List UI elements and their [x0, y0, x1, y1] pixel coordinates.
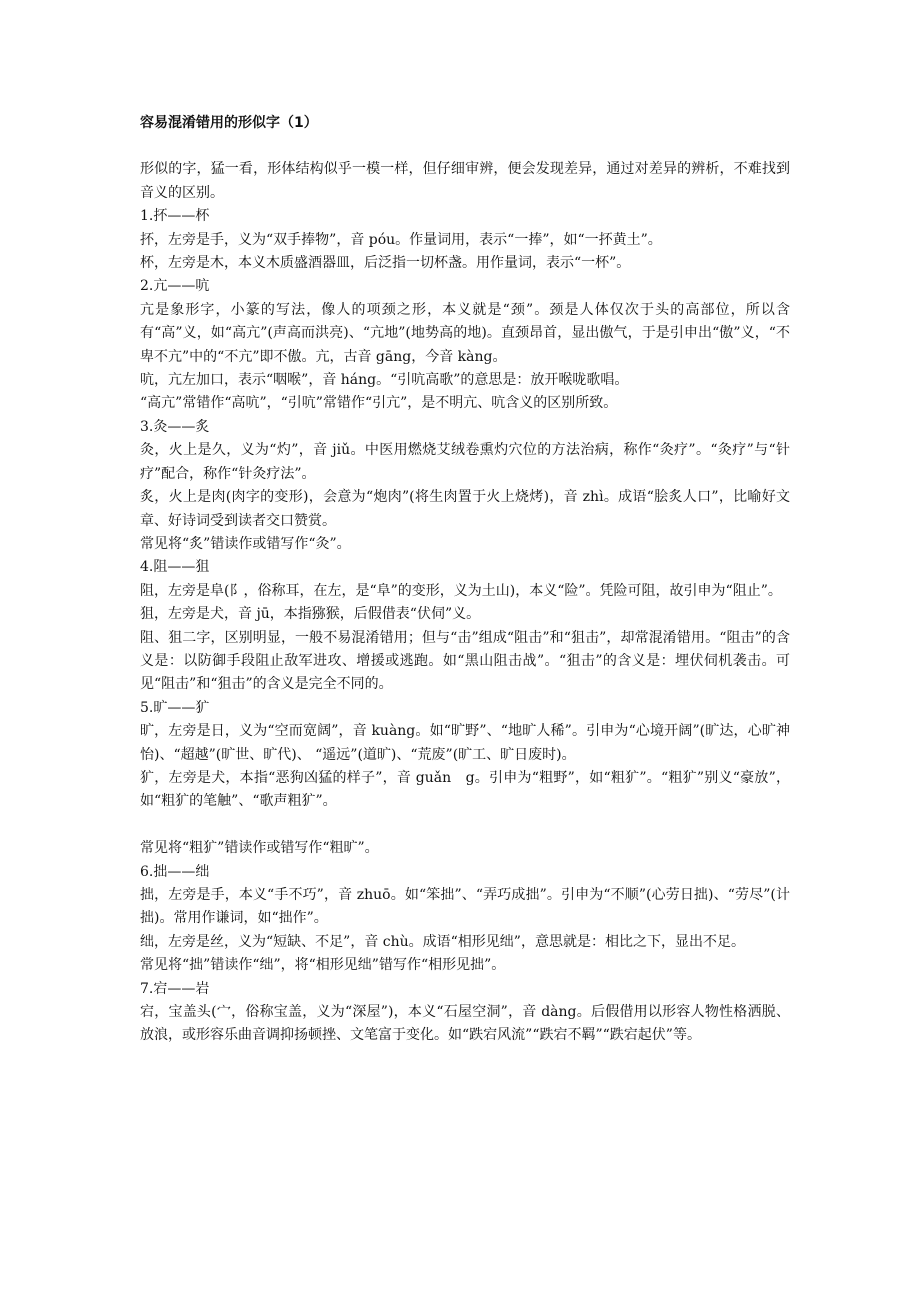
explanation-paragraph: 绌，左旁是丝，义为“短缺、不足”，音 chù。成语“相形见绌”，意思就是：相比之下，显出不足。 — [140, 933, 745, 950]
word-pair-heading: 3.灸——炙 — [140, 418, 210, 435]
explanation-paragraph: 拙，左旁是手，本义“手不巧”，音 zhuō。如“笨拙”、“弄巧成拙”。引申为“不顺”(心劳日拙)、“劳尽”(计拙)。常用作谦词，如“拙作”。 — [140, 886, 790, 927]
word-pair-section — [140, 416, 790, 556]
document-body — [140, 112, 790, 1048]
document-title: 容易混淆错用的形似字（1） — [140, 115, 318, 131]
explanation-paragraph: 阻、狙二字，区别明显，一般不易混淆错用；但与“击”组成“阻击”和“狙击”，却常混淆错用。“阻击”的含义是：以防御手段阻止敌军进攻、增援或逃跑。如“黑山阻击战”。“狙击”的含义是：埋伏伺机袭击。可见“阻击”和“狙击”的含义是完全不同的。 — [140, 629, 790, 693]
word-pair-heading: 1.抔——杯 — [140, 208, 210, 225]
word-pair-heading: 5.旷——犷 — [140, 699, 210, 716]
word-pair-section — [140, 978, 790, 1048]
explanation-paragraph: 杯，左旁是木，本义木质盛酒器皿，后泛指一切杯盏。用作量词，表示“一杯”。 — [140, 255, 631, 272]
explanation-paragraph: “高亢”常错作“高吭”，“引吭”常错作“引亢”，是不明亢、吭含义的区别所致。 — [140, 395, 618, 412]
intro-paragraph: 形似的字，猛一看，形体结构似乎一模一样，但仔细审辨，便会发现差异，通过对差异的辨析，不难找到音义的区别。 — [140, 161, 790, 201]
word-pair-heading: 2.亢——吭 — [140, 278, 210, 295]
explanation-paragraph: 常见将“粗犷”错读作或错写作“粗旷”。 — [140, 840, 379, 857]
word-pair-section — [140, 861, 790, 978]
explanation-paragraph: 常见将“拙”错读作“绌”，将“相形见绌”错写作“相形见拙”。 — [140, 957, 506, 974]
word-pair-heading: 6.拙——绌 — [140, 863, 210, 880]
word-pair-section — [140, 556, 790, 696]
explanation-paragraph: 阻，左旁是阜(阝，俗称耳，在左，是“阜”的变形，义为土山)，本义“险”。凭险可阻，故引申为“阻止”。 — [140, 582, 782, 599]
blank-line — [140, 814, 790, 837]
explanation-paragraph: 狙，左旁是犬，音 jū，本指猕猴，后假借表“伏伺”义。 — [140, 606, 481, 623]
explanation-paragraph: 常见将“炙”错读作或错写作“灸”。 — [140, 535, 351, 552]
explanation-paragraph: 宕，宝盖头(宀，俗称宝盖，义为“深屋”)，本义“石屋空洞”，音 dàng。后假借用以形容人物性格洒脱、放浪，或形容乐曲音调抑扬顿挫、文笔富于变化。如“跌宕风流”“跌宕不羁”“跌宕起伏”等。 — [140, 1004, 790, 1044]
explanation-paragraph: 灸，火上是久，义为“灼”，音 jiǔ。中医用燃烧艾绒卷熏灼穴位的方法治病，称作“灸疗”。“灸疗”与“针疗”配合，称作“针灸疗法”。 — [140, 442, 790, 482]
explanation-paragraph: 炙，火上是肉(肉字的变形)，会意为“炮肉”(将生肉置于火上烧烤)，音 zhì。成语“脍炙人口”，比喻好文章、好诗词受到读者交口赞赏。 — [140, 489, 790, 529]
word-pair-heading: 4.阻——狙 — [140, 559, 210, 576]
word-pair-list — [140, 205, 790, 1048]
word-pair-section — [140, 205, 790, 275]
explanation-paragraph: 犷，左旁是犬，本指“恶狗凶猛的样子”，音 guǎn g。引申为“粗野”，如“粗犷”。“粗犷”别义“豪放”，如“粗犷的笔触”、“歌声粗犷”。 — [140, 769, 790, 810]
word-pair-section — [140, 697, 790, 837]
word-pair-section — [140, 837, 790, 860]
word-pair-heading: 7.宕——岩 — [140, 980, 210, 997]
explanation-paragraph: 抔，左旁是手，义为“双手捧物”，音 póu。作量词用，表示“一捧”，如“一抔黄土”。 — [140, 231, 662, 248]
explanation-paragraph: 吭，亢左加口，表示“咽喉”，音 háng。“引吭高歌”的意思是：放开喉咙歌唱。 — [140, 372, 629, 389]
explanation-paragraph: 旷，左旁是日，义为“空而宽阔”，音 kuàng。如“旷野”、“地旷人稀”。引申为“心境开阔”(旷达，心旷神怡)、“超越”(旷世、旷代)、 “遥远”(道旷)、“荒废”(旷工、旷日废时)。 — [140, 723, 790, 763]
word-pair-section — [140, 275, 790, 415]
explanation-paragraph: 亢是象形字，小篆的写法，像人的项颈之形，本义就是“颈”。颈是人体仅次于头的高部位，所以含有“高”义，如“高亢”(声高而洪亮)、“亢地”(地势高的地)。直颈昂首，显出傲气，于是引申出“傲”义，“不卑不亢”中的“不亢”即不傲。亢，古音 gāng，今音 kàng。 — [140, 301, 790, 365]
